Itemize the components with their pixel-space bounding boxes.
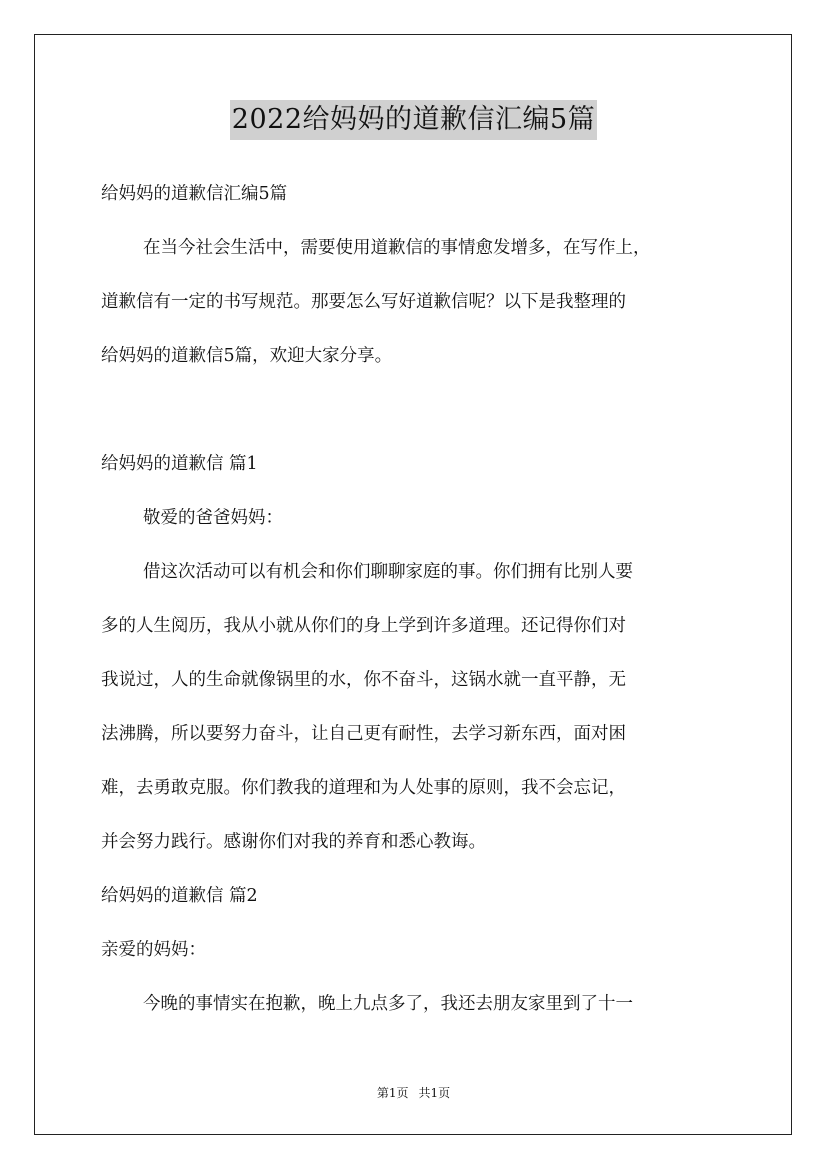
document-title: 2022给妈妈的道歉信汇编5篇 [230, 100, 597, 140]
body-line: 我说过，人的生命就像锅里的水，你不奋斗，这锅水就一直平静，无 [101, 670, 626, 690]
section-heading: 给妈妈的道歉信 篇1 [101, 454, 258, 474]
body-line: 今晚的事情实在抱歉，晚上九点多了，我还去朋友家里到了十一 [143, 994, 633, 1014]
page-number: 第1页 [376, 1086, 409, 1100]
body-line: 法沸腾，所以要努力奋斗，让自己更有耐性，去学习新东西，面对困 [101, 724, 626, 744]
body-line: 借这次活动可以有机会和你们聊聊家庭的事。你们拥有比别人要 [143, 562, 633, 582]
salutation: 亲爱的妈妈： [101, 940, 206, 960]
title-wrap [0, 100, 827, 140]
intro-paragraph-line: 给妈妈的道歉信5篇，欢迎大家分享。 [101, 346, 393, 366]
page-footer [0, 1085, 827, 1101]
subtitle-line: 给妈妈的道歉信汇编5篇 [101, 184, 288, 204]
body-line: 难，去勇敢克服。你们教我的道理和为人处事的原则，我不会忘记， [101, 778, 626, 798]
page-total: 共1页 [418, 1086, 451, 1100]
body-line: 多的人生阅历，我从小就从你们的身上学到许多道理。还记得你们对 [101, 616, 626, 636]
intro-paragraph-line: 道歉信有一定的书写规范。那要怎么写好道歉信呢？以下是我整理的 [101, 292, 626, 312]
salutation: 敬爱的爸爸妈妈： [143, 508, 283, 528]
body-line: 并会努力践行。感谢你们对我的养育和悉心教诲。 [101, 832, 486, 852]
section-heading: 给妈妈的道歉信 篇2 [101, 886, 258, 906]
intro-paragraph-line: 在当今社会生活中，需要使用道歉信的事情愈发增多，在写作上， [143, 238, 651, 258]
